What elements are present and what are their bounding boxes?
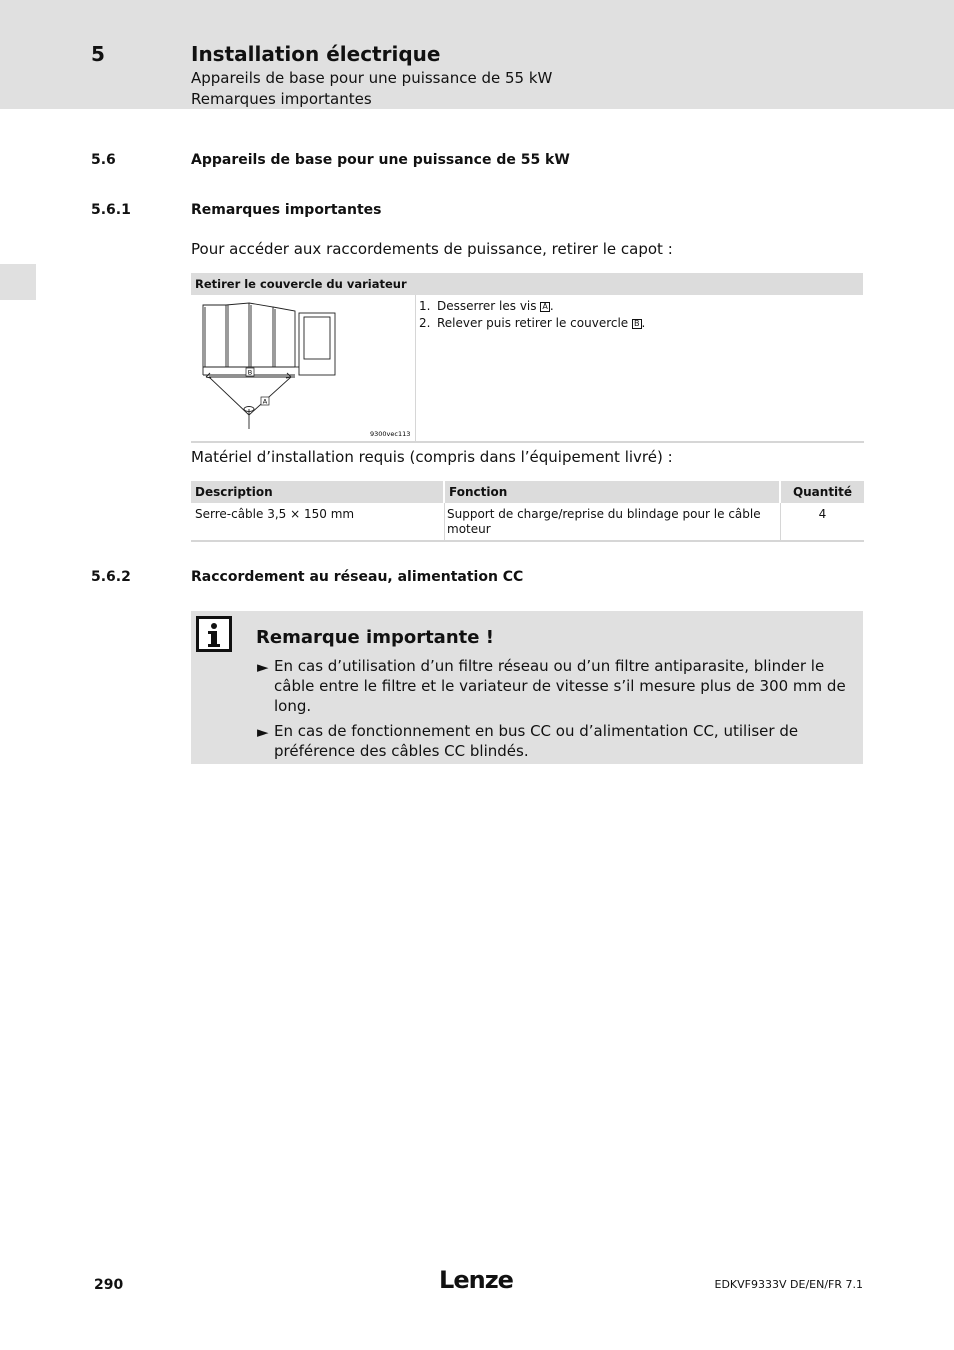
- bullet-arrow-icon: ►: [257, 658, 269, 676]
- chapter-title: Installation électrique: [191, 42, 441, 66]
- subsection-number: 5.6.1: [91, 202, 131, 218]
- section-number: 5.6: [91, 152, 116, 168]
- subsection-title: Raccordement au réseau, alimentation CC: [191, 569, 524, 585]
- important-note: [191, 611, 863, 764]
- chapter-header: [0, 0, 954, 109]
- column-header-description: Description: [191, 481, 443, 503]
- chapter-subtitle-2: Remarques importantes: [191, 90, 372, 108]
- chapter-number: 5: [91, 42, 105, 66]
- column-header-quantite: Quantité: [781, 481, 864, 503]
- note-title: Remarque importante !: [256, 627, 494, 648]
- chapter-side-tab: [0, 264, 36, 300]
- cover-table-header: Retirer le couvercle du variateur: [191, 273, 863, 295]
- cover-steps: [419, 298, 645, 332]
- cell-fonction: Support de charge/reprise du blindage pour le câble moteur: [447, 507, 761, 536]
- figure-marker-b: B: [247, 368, 253, 377]
- note-item-2: En cas de fonctionnement en bus CC ou d’alimentation CC, utiliser de préférence des câbles CC blindés.: [274, 722, 799, 760]
- column-header-fonction: Fonction: [445, 481, 779, 503]
- subsection-title: Remarques importantes: [191, 202, 382, 218]
- section-title: Appareils de base pour une puissance de 55 kW: [191, 152, 570, 168]
- info-icon: [196, 616, 232, 652]
- step-1: 1. Desserrer les vis A .: [419, 299, 554, 313]
- document-id: EDKVF9333V DE/EN/FR 7.1: [714, 1278, 863, 1291]
- intro-paragraph: Pour accéder aux raccordements de puissance, retirer le capot :: [191, 240, 673, 258]
- step-2: 2. Relever puis retirer le couvercle B .: [419, 316, 646, 330]
- cover-removal-figure: [191, 297, 413, 439]
- page-number: 290: [94, 1277, 124, 1293]
- subsection-number: 5.6.2: [91, 569, 131, 585]
- cell-description: Serre-câble 3,5 × 150 mm: [195, 507, 355, 521]
- figure-marker-a: A: [262, 397, 268, 406]
- table-divider: [415, 295, 416, 441]
- lenze-logo: [438, 1265, 514, 1295]
- note-item-1: En cas d’utilisation d’un filtre réseau ou d’un filtre antiparasite, blinder le câble entre le filtre et le variateur de vitesse s’il mesure plus de 300 mm de long.: [274, 657, 846, 715]
- material-table: [191, 481, 864, 542]
- bullet-arrow-icon: ►: [257, 723, 269, 741]
- cover-removal-table: [191, 273, 864, 443]
- table-divider: [444, 503, 445, 540]
- figure-code: 9300vec113: [370, 430, 411, 438]
- material-intro: Matériel d’installation requis (compris dans l’équipement livré) :: [191, 448, 673, 466]
- chapter-subtitle-1: Appareils de base pour une puissance de 55 kW: [191, 69, 553, 87]
- cell-quantite: 4: [818, 507, 827, 521]
- svg-text:Lenze: Lenze: [439, 1266, 513, 1294]
